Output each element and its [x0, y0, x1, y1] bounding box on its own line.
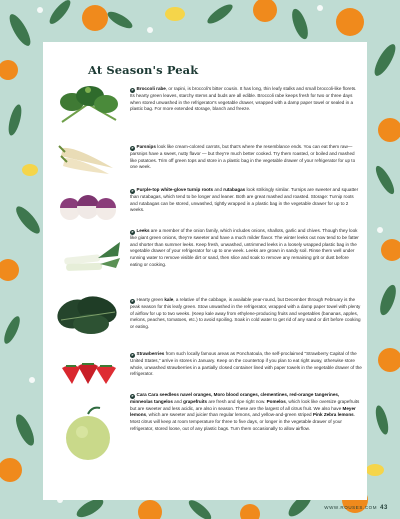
turnips-image	[56, 192, 118, 222]
entry-heading: Purple-top white-glove turnip roots	[136, 187, 214, 192]
entry-text: are fresh and ripe right now.	[207, 398, 267, 404]
entry-text: Hearty green	[136, 297, 165, 302]
entry-text: and	[213, 187, 224, 192]
page-footer	[324, 505, 388, 511]
entry-text: and	[172, 398, 184, 404]
entry-heading: Pomelos	[266, 398, 286, 404]
entry-text: from such locally famous areas as Ponchatoula, the self-proclaimed "Strawberry Capital of the United States," arrive in stores in January. Keep on the countertop if you plan to eat right away, otherwise store whole, unwashed strawberries in a partially closed container lined with paper towels in the vegetable drawer of the refrigerator.	[130, 351, 362, 377]
turnips-entry	[130, 187, 362, 214]
parsnips-image	[55, 138, 117, 176]
entry-heading: Leeks	[136, 228, 150, 233]
broccoli-rabe-image	[58, 82, 122, 126]
entry-text: , which look like oversize grapefruits but are sweeter and less acidic, are also in season. These are the largest of all citrus fruit. We also have	[130, 398, 360, 411]
arrow-circle-icon: ➤	[130, 145, 134, 150]
arrow-circle-icon: ➤	[130, 393, 134, 398]
entry-heading: grapefruits	[183, 398, 208, 404]
strawberries-entry	[130, 351, 362, 378]
entry-text: , or rapini, is broccoli's bitter cousin. It has long, thin leafy stalks and small broccoli-like florets. Its hearty green leaves, starchy stems and buds are all edible. Broccoli rabe keeps fresh for two or three days when stored unwashed in the refrigerator's vegetable drawer, wrapped with a damp paper towel or sealed in a plastic bag. For more extended storage, blanch and freeze.	[130, 86, 357, 112]
broccoli-rabe-entry	[130, 86, 362, 113]
strawberries-image	[58, 356, 120, 386]
entry-text: , a relative of the cabbage, is available year-round, but December through February is the peak season for this leafy green. Stow unwashed in the refrigerator, wrapped with a damp paper towel with plenty of airflow for up to two weeks. (Keep kale away from ethylene-producing fruits and vegetables (bananas, apples, melons, peaches, tomatoes, etc.) to avoid spoiling. Soak in cold water to get rid of any sand or dirt before cooking or eating.	[130, 297, 361, 330]
footer-site: WWW.ROUSES.COM	[324, 505, 378, 510]
arrow-circle-icon: ➤	[130, 229, 134, 234]
entry-heading: Parsnips	[136, 144, 156, 149]
entry-heading: Pink Zebra lemons	[312, 412, 354, 418]
arrow-circle-icon: ➤	[130, 298, 134, 303]
entry-text: look like cream-colored carrots, but that's where the resemblance ends. You can eat them raw—parsnips have a sweet, nutty flavor — but they're much better cooked. Try them roasted, or boiled and mashed like potatoes. Trim off green tops and store in a plastic bag in the vegetable drawer of your refrigerator for up to one week.	[130, 144, 356, 170]
entry-heading: rutabagas	[223, 187, 246, 192]
arrow-circle-icon: ➤	[130, 188, 134, 193]
kale-entry	[130, 297, 362, 331]
arrow-circle-icon: ➤	[130, 87, 134, 92]
entry-heading: Cara Cara seedless navel oranges, Moro blood oranges, clementines, red-orange tangerines, minneolas tangelos	[130, 392, 340, 404]
entry-heading: Meyer lemons	[130, 405, 356, 418]
arrow-circle-icon: ➤	[130, 352, 134, 357]
entry-heading: kale	[164, 297, 174, 302]
entry-text: , which are sweeter and juicier than regular lemons, and yellow-and-green striped	[146, 412, 313, 418]
leeks-image	[58, 236, 122, 274]
parsnips-entry	[130, 144, 362, 171]
kale-image	[55, 290, 123, 338]
page-title: At Season's Peak	[88, 63, 199, 77]
entry-text: look strikingly similar. Turnips are sweeter and squatter than rutabagas, which tend to be longer and leaner. Both are great mashed and roasted. Storage: Turnip roots and rutabagas can be stored, unwashed, tightly wrapped in a plastic bag in the vegetable drawer for up to 2 weeks.	[130, 187, 359, 213]
pomelo-image	[60, 404, 116, 462]
entry-text: . Most citrus will keep at room temperature for three to five days, or longer in the vegetable drawer of your refrigerator, stored loose, out of any plastic bags. Turn them occasionally to allow airflow.	[130, 412, 355, 431]
leeks-entry	[130, 228, 362, 269]
entry-text: are a member of the onion family, which includes onions, shallots, garlic and chives. Though they look like giant green onions, they're sweeter and have a much milder flavor. The winter leeks out now tend to be fatter and shorter than summer leeks. Keep fresh, unwashed, untrimmed leeks in a loosely wrapped plastic bag in the vegetable drawer of your refrigerator for up to one week. Leeks are grown in sandy soil. Rinse them well under running water to remove visible dirt or sand, then slice and soak to remove any remaining grit or dust before eating or cooking.	[130, 228, 359, 267]
page-number: 43	[380, 505, 388, 511]
entry-heading: Strawberries	[136, 351, 165, 356]
citrus-entry	[130, 392, 362, 433]
entry-heading: Broccoli rabe	[136, 86, 166, 91]
